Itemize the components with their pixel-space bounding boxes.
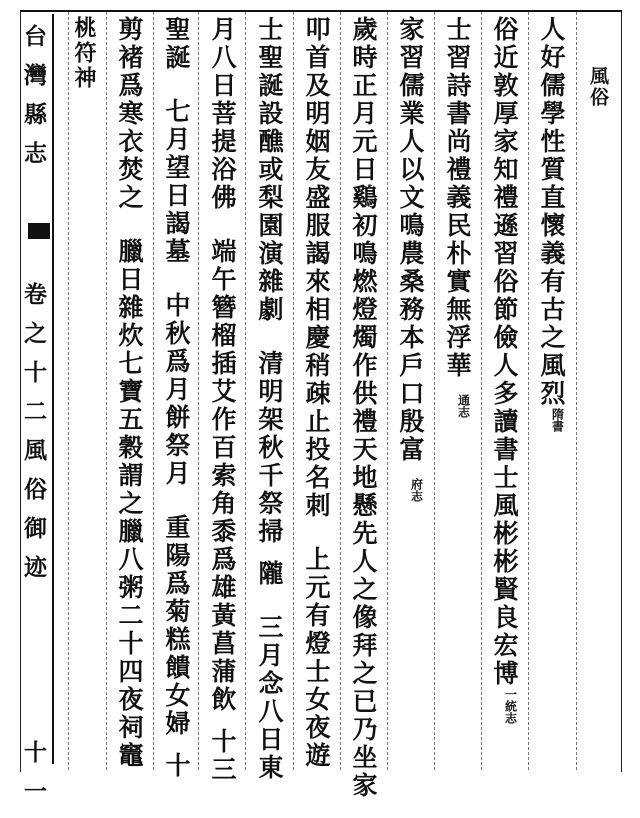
subsection-label: 御迹: [20, 516, 47, 594]
column-rule: [528, 12, 529, 770]
text-column-5: 歲時正月元日鷄初鳴燃燈燭作供禮天地懸先人之像拜之已乃坐家: [349, 16, 378, 800]
column-rule: [481, 12, 482, 770]
text-column-8: 月八日菩提浴佛端午簪榴插艾作百索角黍爲雄黃菖蒲飲十三: [208, 16, 237, 784]
book-title: 台灣縣志: [20, 24, 47, 180]
source-note: 隋書: [550, 408, 565, 432]
page-number: 十一: [20, 740, 47, 818]
column-rule: [153, 12, 154, 770]
text-column-6: 叩首及明姻友盛服謁來相慶稍疎止投名刺上元有燈士女夜遊: [302, 16, 331, 770]
book-margin: [20, 14, 54, 818]
column-rule: [387, 12, 388, 770]
source-note: 一統志: [503, 688, 518, 724]
source-note: 府志: [409, 478, 424, 502]
column-rule: [68, 12, 69, 770]
text-column-11: 桃符神: [71, 16, 97, 91]
column-rule: [434, 12, 435, 770]
volume-label: 卷之十二: [20, 282, 47, 438]
column-rule: [106, 12, 107, 770]
column-rule: [340, 12, 341, 770]
text-column-1: 人好儒學性質直懷義有古之風烈隋書: [537, 16, 566, 432]
column-rule: [245, 12, 246, 770]
column-rule: [198, 12, 199, 770]
text-column-10: 剪褚爲寒衣焚之臘日雜炊七寶五穀謂之臘八粥二十四夜祠竈: [115, 16, 144, 770]
text-column-3: 士習詩書尚禮義民朴實無浮華通志: [443, 16, 472, 418]
text-column-4: 家習儒業人以文鳴農桑務本戶口殷富府志: [396, 16, 425, 502]
text-column-9: 聖誕七月望日謁墓中秋爲月餅祭月重陽爲菊糕饋女婦十: [162, 16, 191, 780]
section-title: 風俗: [587, 66, 609, 108]
text-column-2: 俗近敦厚家知禮遜習俗節儉人多讀書士風彬彬賢良宏博一統志: [490, 16, 519, 724]
text-column-7: 士聖誕設醮或梨園演雜劇清明架秋千祭掃隴三月念八日東: [255, 16, 284, 782]
column-rule: [293, 12, 294, 770]
margin-black-bar: [28, 223, 50, 239]
source-note: 通志: [456, 394, 471, 418]
section-label: 風俗: [20, 438, 47, 516]
column-rule: [576, 12, 577, 770]
margin-text: [22, 24, 50, 818]
